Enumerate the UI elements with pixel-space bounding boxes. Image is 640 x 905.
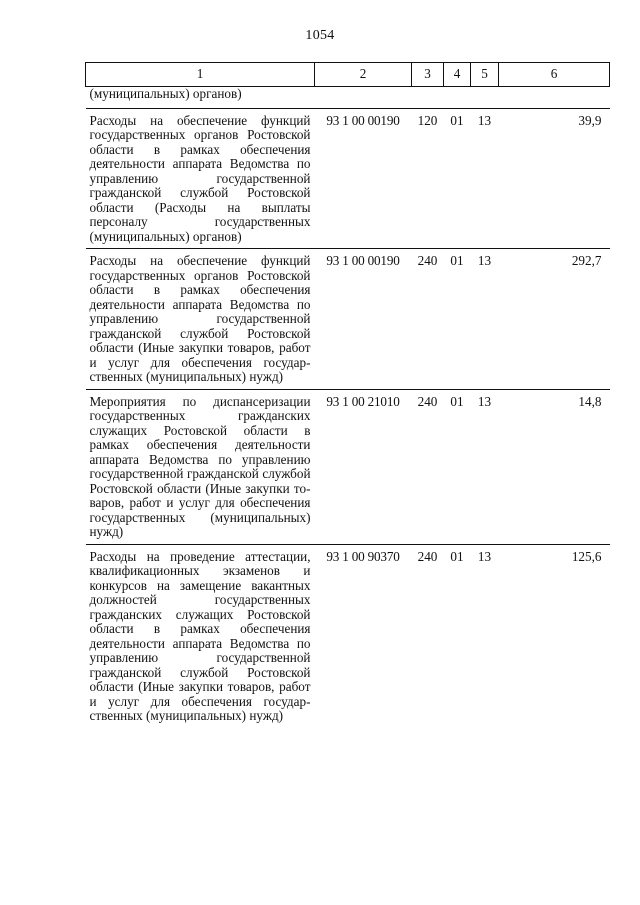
header-col-2: 2 [315, 63, 412, 87]
row-section: 01 [444, 389, 471, 544]
row-description: Расходы на обеспечение функций государственных органов Ростовской области в рамках обеспечения деятельности аппарата Ведомства по управлению государственной гражданской службой Ростовской области (Иные закупки товаров, работ и услуг для обеспечения государственных (муниципальных) нужд) [86, 249, 315, 390]
table-header [86, 63, 610, 87]
row-amount: 292,7 [499, 249, 610, 390]
page-number: 1054 [305, 28, 335, 43]
header-row [86, 63, 610, 87]
row-expense-type: 240 [412, 249, 444, 390]
table-row [86, 249, 610, 390]
table-row [86, 389, 610, 544]
row-target-code: 93 1 00 90370 [315, 544, 412, 728]
row-subsection: 13 [471, 108, 499, 249]
header-col-1: 1 [86, 63, 315, 87]
row-subsection: 13 [471, 249, 499, 390]
continuation-text: (муниципальных) органов) [89, 86, 242, 101]
row-amount: 39,9 [499, 108, 610, 249]
row-description: Мероприятия по диспансеризaции государственных гражданских служащих Ростовской области в рамках обеспечения деятельности аппарата Ведомства по управлению государственной гражданской службой Ростовской области (Иные закупки товаров, работ и услуг для обеспечения государственных (муниципальных) нужд) [86, 389, 315, 544]
row-description: Расходы на проведение аттестации, квалификационных экзаменов и конкурсов на замещение вакантных должностей государственных гражданских служащих Ростовской области в рамках обеспечения деятельности аппарата Ведомства по управлению государственной гражданской службой Ростовской области (Иные закупки товаров, работ и услуг для обеспечения государственных (муниципальных) нужд) [86, 544, 315, 728]
row-amount: 125,6 [499, 544, 610, 728]
budget-table [85, 62, 610, 728]
row-subsection: 13 [471, 544, 499, 728]
table-row [86, 544, 610, 728]
row-section: 01 [444, 108, 471, 249]
header-col-5: 5 [471, 63, 499, 87]
row-expense-type: 240 [412, 544, 444, 728]
row-target-code: 93 1 00 00190 [315, 108, 412, 249]
row-expense-type: 120 [412, 108, 444, 249]
row-target-code: 93 1 00 21010 [315, 389, 412, 544]
header-col-6: 6 [499, 63, 610, 87]
row-target-code: 93 1 00 00190 [315, 249, 412, 390]
table-row [86, 108, 610, 249]
header-col-4: 4 [444, 63, 471, 87]
row-section: 01 [444, 544, 471, 728]
row-description: Расходы на обеспечение функций государственных органов Ростовской области в рамках обеспечения деятельности аппарата Ведомства по управлению государственной гражданской службой Ростовской области (Расходы на выплаты персоналу государственных (муниципальных) органов) [86, 108, 315, 249]
header-col-3: 3 [412, 63, 444, 87]
row-section: 01 [444, 249, 471, 390]
continuation-row [86, 87, 610, 109]
table-body [86, 87, 610, 728]
row-amount: 14,8 [499, 389, 610, 544]
row-expense-type: 240 [412, 389, 444, 544]
row-subsection: 13 [471, 389, 499, 544]
